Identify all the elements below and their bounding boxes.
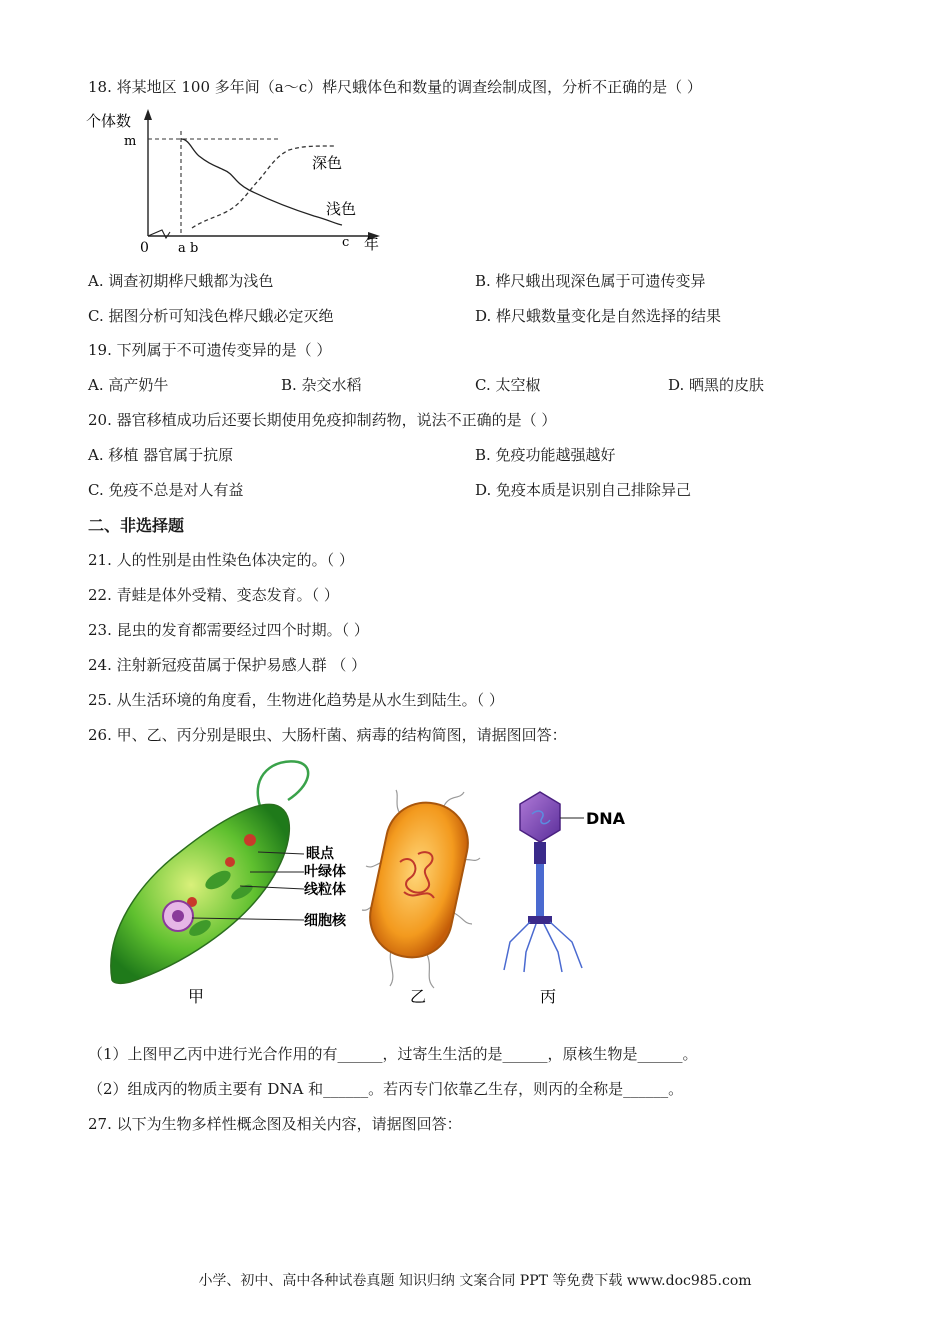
q20-option-b: B. 免疫功能越强越好 — [475, 446, 616, 464]
dark-label: 深色 — [312, 154, 343, 172]
x-axis-label: 年 — [364, 235, 380, 253]
jia-label: 甲 — [188, 987, 205, 1006]
y-axis-label: 个体数 — [86, 112, 132, 130]
eyespot-label: 眼点 — [306, 846, 334, 862]
q26-stem: 26. 甲、乙、丙分别是眼虫、大肠杆菌、病毒的结构简图，请据图回答： — [88, 726, 567, 744]
q18-option-a: A. 调查初期桦尺蛾都为浅色 — [88, 272, 274, 290]
q25: 25. 从生活环境的角度看，生物进化趋势是从水生到陆生。（ ） — [88, 691, 504, 709]
q19-stem: 19. 下列属于不可遗传变异的是（ ） — [88, 341, 332, 359]
b-label: b — [190, 241, 199, 256]
bing-label: 丙 — [540, 987, 557, 1006]
q22: 22. 青蛙是体外受精、变态发育。（ ） — [88, 586, 339, 604]
q27-stem: 27. 以下为生物多样性概念图及相关内容，请据图回答： — [88, 1115, 462, 1133]
q18-option-b: B. 桦尺蛾出现深色属于可遗传变异 — [475, 272, 706, 290]
m-label: m — [124, 134, 137, 149]
q20-option-c: C. 免疫不总是对人有益 — [88, 481, 244, 499]
bacterium-image — [362, 790, 480, 988]
light-label: 浅色 — [326, 200, 357, 218]
c-label: c — [342, 235, 350, 250]
q18-stem: 18. 将某地区 100 多年间（a～c）桦尺蛾体色和数量的调查绘制成图，分析不正确的是（ ） — [88, 78, 702, 96]
q23: 23. 昆虫的发育都需要经过四个时期。（ ） — [88, 621, 369, 639]
q19-option-b: B. 杂交水稻 — [281, 376, 362, 394]
a-label: a — [178, 241, 186, 256]
page-footer: 小学、初中、高中各种试卷真题 知识归纳 文案合同 PPT 等免费下载 www.doc985.com — [198, 1273, 752, 1289]
q20-stem: 20. 器官移植成功后还要长期使用免疫抑制药物，说法不正确的是（ ） — [88, 411, 557, 429]
q18-option-c: C. 据图分析可知浅色桦尺蛾必定灭绝 — [88, 307, 334, 325]
q18-graph — [84, 104, 394, 262]
q21: 21. 人的性别是由性染色体决定的。（ ） — [88, 551, 354, 569]
chloroplast-label: 叶绿体 — [304, 864, 346, 880]
nucleus-label: 细胞核 — [304, 913, 346, 929]
q24: 24. 注射新冠疫苗属于保护易感人群 （ ） — [88, 656, 367, 674]
q20-option-a: A. 移植 器官属于抗原 — [88, 446, 234, 464]
q19-option-d: D. 晒黑的皮肤 — [668, 376, 765, 394]
origin-label: 0 — [140, 240, 149, 256]
dna-label: DNA — [586, 809, 626, 828]
euglena-image — [111, 761, 308, 983]
mitochondria-label: 线粒体 — [304, 882, 346, 898]
q19-option-c: C. 太空椒 — [475, 376, 541, 394]
q26-sub2: （2）组成丙的物质主要有 DNA 和______。若丙专门依靠乙生存，则丙的全称是______。 — [88, 1080, 684, 1098]
q19-option-a: A. 高产奶牛 — [88, 376, 169, 394]
section-title: 二、非选择题 — [88, 516, 185, 535]
q26-sub1: （1）上图甲乙丙中进行光合作用的有______，过寄生生活的是______，原核生物是______。 — [88, 1045, 698, 1063]
yi-label: 乙 — [410, 987, 427, 1006]
q18-option-d: D. 桦尺蛾数量变化是自然选择的结果 — [475, 307, 722, 325]
q26-figure — [100, 752, 660, 1012]
q20-option-d: D. 免疫本质是识别自己排除异己 — [475, 481, 692, 499]
virus-image — [504, 792, 584, 972]
